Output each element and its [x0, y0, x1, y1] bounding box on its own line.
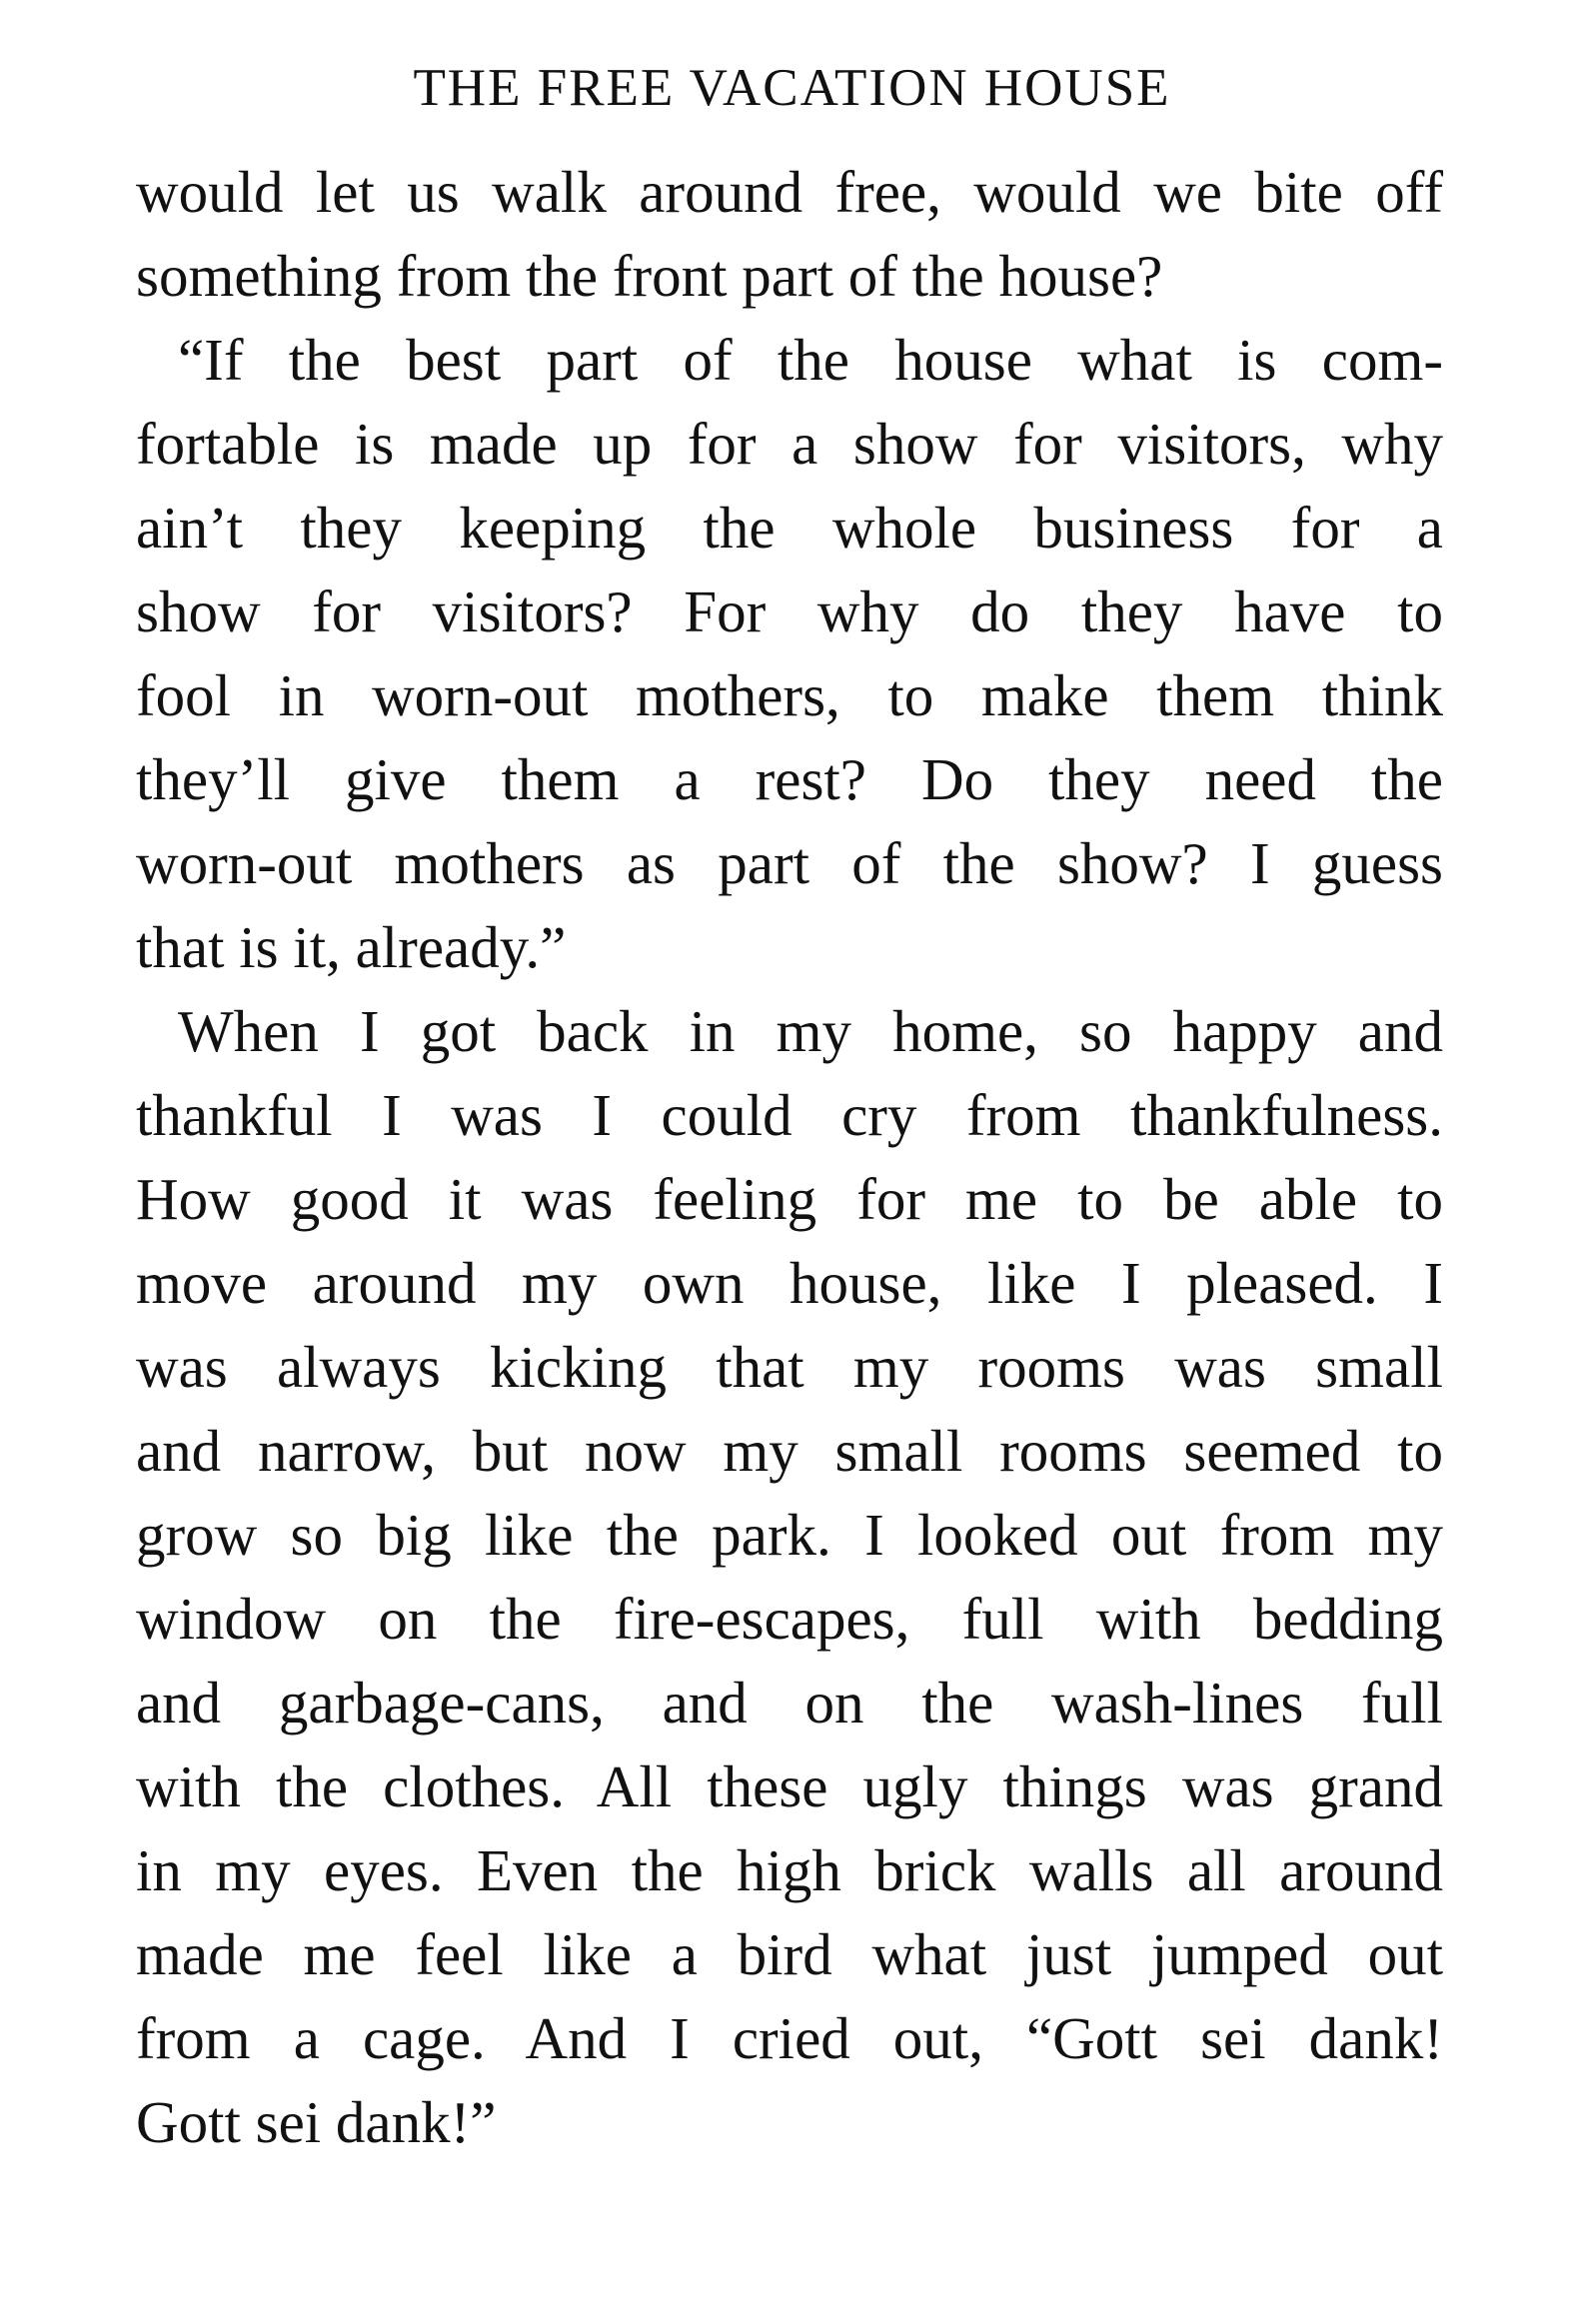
text-line: made me feel like a bird what just jumped out: [136, 1921, 1443, 1987]
text-line: How good it was feeling for me to be able to: [136, 1166, 1443, 1232]
paragraph: [136, 989, 1443, 2164]
text-line: fool in worn-out mothers, to make them think: [136, 662, 1443, 728]
text-line: something from the front part of the house?: [136, 243, 1163, 309]
text-line: worn-out mothers as part of the show? I guess: [136, 830, 1443, 896]
running-head: THE FREE VACATION HOUSE: [413, 59, 1171, 117]
text-line: thankful I was I could cry from thankfulness.: [136, 1082, 1443, 1148]
paragraph: [136, 318, 1443, 989]
text-line: Gott sei dank!”: [136, 2089, 497, 2155]
text-line: they’ll give them a rest? Do they need the: [136, 746, 1443, 812]
text-line: in my eyes. Even the high brick walls all around: [136, 1837, 1443, 1903]
text-line: with the clothes. All these ugly things was grand: [136, 1753, 1443, 1819]
text-line: from a cage. And I cried out, “Gott sei dank!: [136, 2005, 1443, 2071]
text-line: ain’t they keeping the whole business for a: [136, 495, 1443, 561]
text-line: fortable is made up for a show for visitors, why: [136, 411, 1443, 477]
text-line: and garbage-cans, and on the wash-lines full: [136, 1670, 1443, 1736]
text-line: that is it, already.”: [136, 914, 567, 980]
body-text: [136, 150, 1443, 2164]
text-line: and narrow, but now my small rooms seemed to: [136, 1418, 1443, 1484]
text-line: When I got back in my home, so happy and: [178, 998, 1443, 1064]
text-line: was always kicking that my rooms was small: [136, 1334, 1443, 1400]
text-line: show for visitors? For why do they have to: [136, 579, 1443, 644]
text-line: “If the best part of the house what is com-: [178, 327, 1443, 393]
paragraph: [136, 150, 1443, 318]
text-line: move around my own house, like I pleased. I: [136, 1250, 1443, 1316]
text-line: window on the fire-escapes, full with bedding: [136, 1586, 1443, 1652]
text-line: grow so big like the park. I looked out from my: [136, 1502, 1443, 1568]
text-line: would let us walk around free, would we bite off: [136, 159, 1443, 225]
